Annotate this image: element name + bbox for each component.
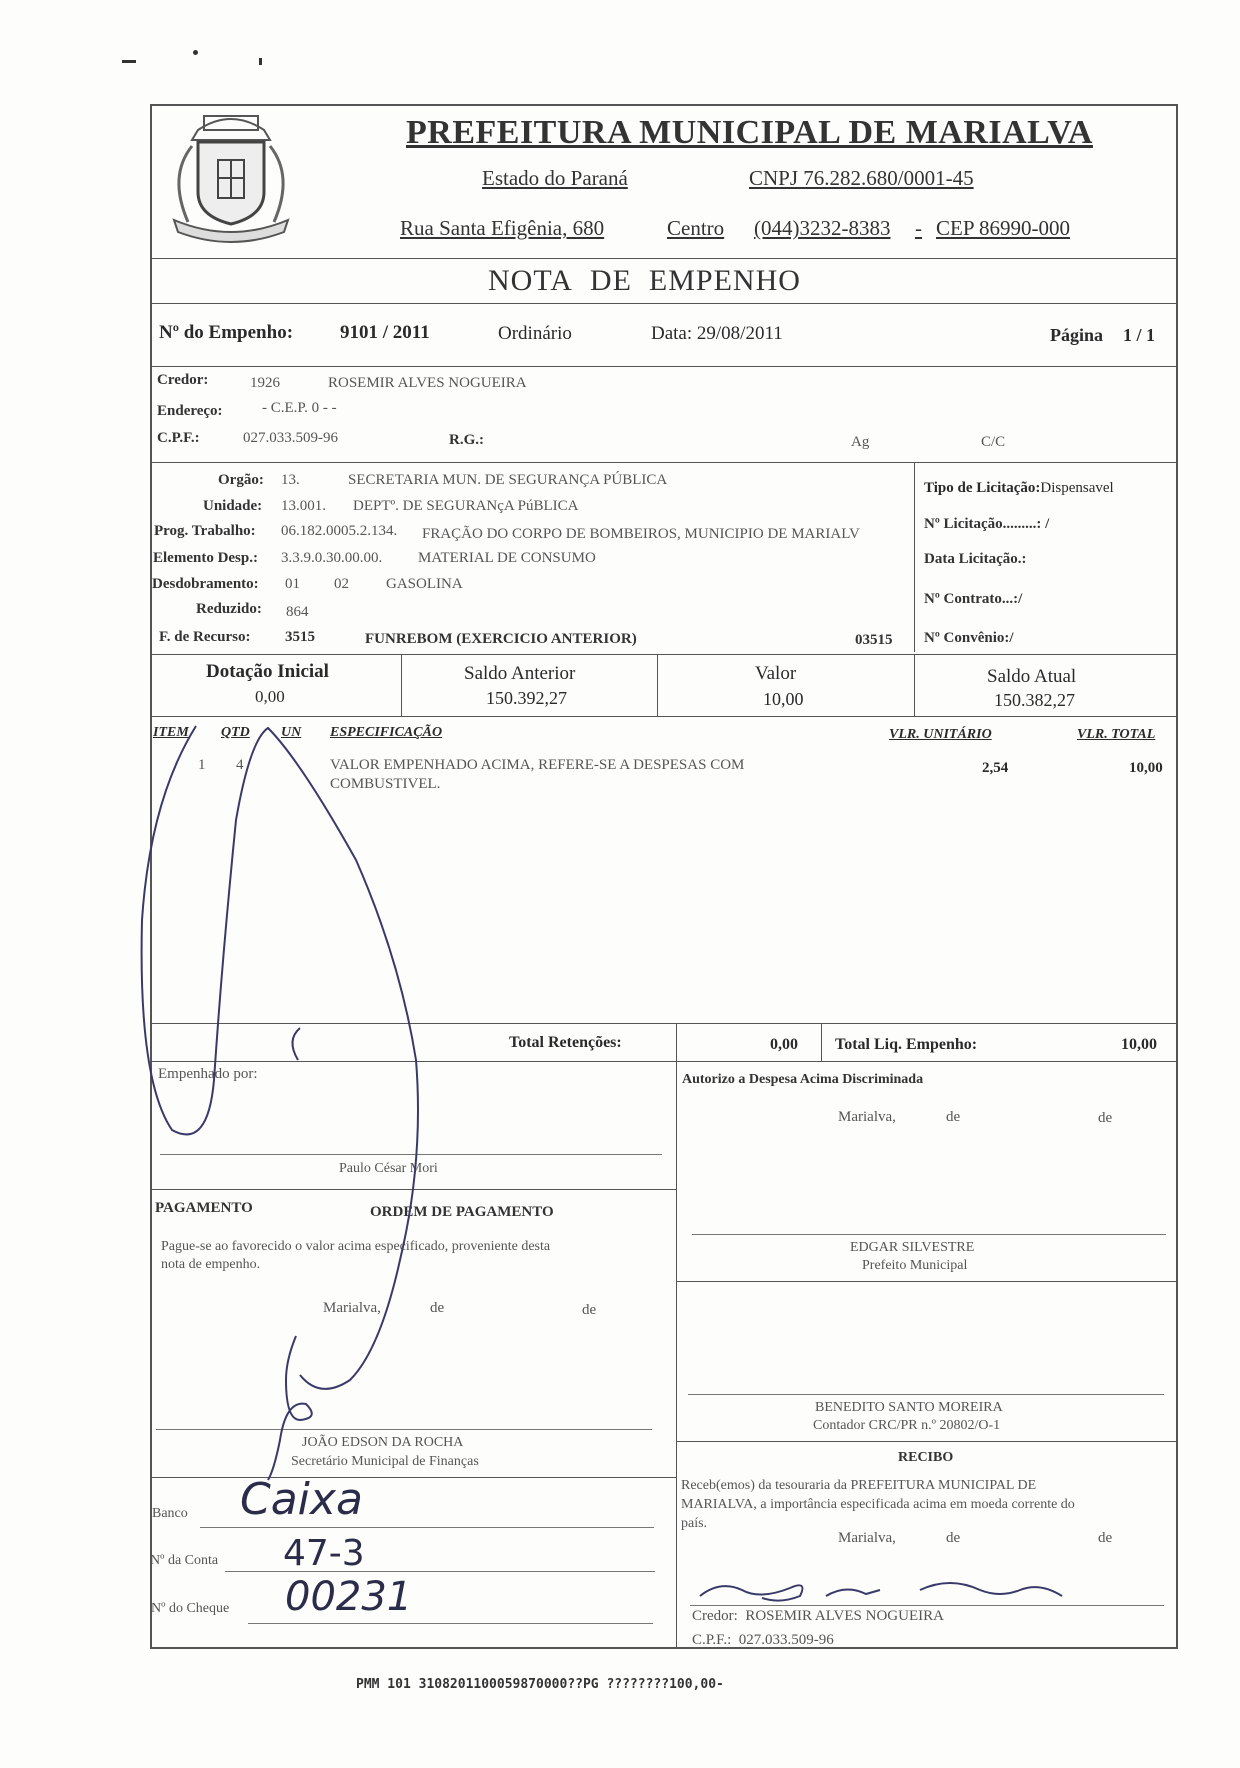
tipo-licitacao-value: Dispensavel xyxy=(1040,480,1114,496)
autorizo-label: Autorizo a Despesa Acima Discriminada xyxy=(682,1072,924,1087)
total-retencoes-value: 0,00 xyxy=(770,1036,798,1053)
autorizo-city: Marialva, xyxy=(838,1109,896,1125)
pagamento-city: Marialva, xyxy=(323,1300,381,1316)
conta-label: Nº da Conta xyxy=(150,1553,219,1568)
recurso-name: FUNREBOM (EXERCICIO ANTERIOR) xyxy=(365,631,637,647)
col-header-qtd: QTD xyxy=(221,725,250,740)
cc-label: C/C xyxy=(981,434,1006,450)
rg-label: R.G.: xyxy=(449,432,484,448)
desdobramento-name: GASOLINA xyxy=(386,576,463,592)
cpf-value: 027.033.509-96 xyxy=(243,430,338,446)
prefeito-name: EDGAR SILVESTRE xyxy=(850,1240,975,1255)
coat-of-arms-logo xyxy=(158,106,304,248)
prog-label: Prog. Trabalho: xyxy=(154,523,256,539)
recurso-ref: 03515 xyxy=(855,632,893,648)
saldo-atual-label: Saldo Atual xyxy=(987,666,1077,687)
contador-title: Contador CRC/PR n.º 20802/O-1 xyxy=(813,1418,1001,1433)
dotacao-label: Dotação Inicial xyxy=(206,661,329,682)
elemento-label: Elemento Desp.: xyxy=(153,550,258,566)
cheque-label: Nº do Cheque xyxy=(151,1601,230,1616)
col-header-vlr-total: VLR. TOTAL xyxy=(1077,727,1156,742)
empenho-type: Ordinário xyxy=(498,323,572,344)
desdobramento-code-a: 01 xyxy=(285,576,300,592)
row-spec-line-1: VALOR EMPENHADO ACIMA, REFERE-SE A DESPESAS COM xyxy=(330,757,745,773)
prefeito-title: Prefeito Municipal xyxy=(862,1258,968,1273)
elemento-name: MATERIAL DE CONSUMO xyxy=(418,550,596,566)
col-header-vlr-unitario: VLR. UNITÁRIO xyxy=(889,727,992,742)
scan-mark xyxy=(259,58,262,65)
elemento-code: 3.3.9.0.30.00.00. xyxy=(281,550,383,566)
col-header-un: UN xyxy=(281,725,302,740)
document-title-word-3: EMPENHO xyxy=(648,264,801,297)
total-retencoes-label: Total Retenções: xyxy=(509,1034,622,1051)
credor-name: ROSEMIR ALVES NOGUEIRA xyxy=(328,375,527,391)
saldo-anterior-value: 150.392,27 xyxy=(486,688,567,708)
col-header-item: ITEM xyxy=(153,725,189,740)
recibo-text-line-2: MARIALVA, a importância especificada acima em moeda corrente do xyxy=(681,1497,1075,1512)
autorizo-de-2: de xyxy=(1098,1110,1113,1126)
numero-contrato: Nº Contrato...:/ xyxy=(924,591,1023,607)
banco-label: Banco xyxy=(152,1506,188,1521)
footer-code: PMM 101 3108201100059870000??PG ????????100,00- xyxy=(356,1677,724,1692)
cep: CEP 86990-000 xyxy=(936,216,1070,240)
recibo-text-line-1: Receb(emos) da tesouraria da PREFEITURA MUNICIPAL DE xyxy=(681,1478,1037,1493)
tipo-licitacao-label: Tipo de Licitação: xyxy=(924,480,1041,496)
recibo-city: Marialva, xyxy=(838,1530,896,1546)
recibo-text-line-3: país. xyxy=(681,1516,708,1531)
recibo-credor-label: Credor: xyxy=(692,1608,738,1624)
page-title: PREFEITURA MUNICIPAL DE MARIALVA xyxy=(406,114,1093,151)
saldo-anterior-label: Saldo Anterior xyxy=(464,663,576,684)
ordem-pagamento-label: ORDEM DE PAGAMENTO xyxy=(370,1204,554,1220)
saldo-atual-value: 150.382,27 xyxy=(994,690,1075,710)
orgao-name: SECRETARIA MUN. DE SEGURANÇA PÚBLICA xyxy=(348,472,668,488)
unidade-code: 13.001. xyxy=(281,498,326,514)
state-name: Estado do Paraná xyxy=(482,166,628,190)
prog-name: FRAÇÃO DO CORPO DE BOMBEIROS, MUNICIPIO DE MARIALV xyxy=(422,526,860,542)
row-item: 1 xyxy=(198,757,206,773)
scan-mark xyxy=(193,50,198,55)
recibo-cpf-label: C.P.F.: xyxy=(692,1632,732,1648)
data-licitacao: Data Licitação.: xyxy=(924,551,1027,567)
recibo-de-2: de xyxy=(1098,1530,1113,1546)
unidade-name: DEPTº. DE SEGURANçA PúBLICA xyxy=(353,498,579,514)
row-qtd: 4 xyxy=(236,757,244,773)
valor-label: Valor xyxy=(755,663,797,684)
empenho-label: Nº do Empenho: xyxy=(159,322,294,343)
pagamento-text-line-1: Pague-se ao favorecido o valor acima especificado, proveniente desta xyxy=(161,1239,551,1254)
desdobramento-code-b: 02 xyxy=(334,576,349,592)
recurso-code: 3515 xyxy=(285,629,315,645)
cheque-value: 00231 xyxy=(285,1574,413,1620)
orgao-code: 13. xyxy=(281,472,300,488)
total-liquido-label: Total Liq. Empenho: xyxy=(835,1036,978,1053)
empenho-date: Data: 29/08/2011 xyxy=(651,323,783,344)
conta-value: 47-3 xyxy=(283,1533,365,1574)
tipo-licitacao xyxy=(924,480,1114,497)
document-title xyxy=(488,264,801,298)
recurso-label: F. de Recurso: xyxy=(159,629,251,645)
empenhado-por-label: Empenhado por: xyxy=(158,1066,258,1082)
total-liquido-value: 10,00 xyxy=(1121,1036,1157,1053)
recibo-credor-name: ROSEMIR ALVES NOGUEIRA xyxy=(745,1608,944,1624)
recibo-de-1: de xyxy=(946,1530,961,1546)
prog-code: 06.182.0005.2.134. xyxy=(281,523,398,539)
secretario-name: JOÃO EDSON DA ROCHA xyxy=(302,1435,464,1450)
banco-value: Caixa xyxy=(240,1474,363,1525)
pagamento-text-line-2: nota de empenho. xyxy=(161,1257,261,1272)
recibo-credor xyxy=(692,1608,944,1625)
empenhado-por-name: Paulo César Mori xyxy=(339,1161,438,1176)
contador-name: BENEDITO SANTO MOREIRA xyxy=(815,1400,1003,1415)
separator-dash: - xyxy=(915,216,922,240)
phone: (044)3232-8383 xyxy=(754,216,891,240)
secretario-title: Secretário Municipal de Finanças xyxy=(291,1454,479,1469)
cpf-label: C.P.F.: xyxy=(157,430,200,446)
credor-label: Credor: xyxy=(157,372,209,388)
district: Centro xyxy=(667,216,725,240)
endereco-value: - C.E.P. 0 - - xyxy=(262,400,337,416)
autorizo-de-1: de xyxy=(946,1109,961,1125)
reduzido-label: Reduzido: xyxy=(196,601,262,617)
row-unit-price: 2,54 xyxy=(982,760,1009,776)
orgao-label: Orgão: xyxy=(218,472,264,488)
recibo-cpf-value: 027.033.509-96 xyxy=(738,1632,834,1648)
credor-code: 1926 xyxy=(250,375,280,391)
address: Rua Santa Efigênia, 680 xyxy=(400,216,605,240)
document-title-word-1: NOTA xyxy=(488,264,573,297)
numero-licitacao: Nº Licitação.........: / xyxy=(924,516,1050,532)
row-total: 10,00 xyxy=(1129,760,1163,776)
pagamento-de-1: de xyxy=(430,1300,445,1316)
reduzido-value: 864 xyxy=(286,604,309,620)
numero-convenio: Nº Convênio:/ xyxy=(924,630,1014,646)
recibo-label: RECIBO xyxy=(898,1450,954,1465)
valor-value: 10,00 xyxy=(763,689,804,709)
page-number: 1 / 1 xyxy=(1123,325,1156,345)
page-label: Página xyxy=(1050,325,1104,345)
scan-mark xyxy=(122,60,136,63)
row-spec-line-2: COMBUSTIVEL. xyxy=(330,776,441,792)
document-title-word-2: DE xyxy=(589,264,632,297)
ag-label: Ag xyxy=(851,434,870,450)
pagamento-label: PAGAMENTO xyxy=(155,1200,253,1216)
cnpj: CNPJ 76.282.680/0001-45 xyxy=(749,166,974,190)
desdobramento-label: Desdobramento: xyxy=(152,576,259,592)
col-header-especificacao: ESPECIFICAÇÃO xyxy=(330,725,443,740)
pagamento-de-2: de xyxy=(582,1302,597,1318)
recibo-cpf xyxy=(692,1632,834,1649)
empenho-number: 9101 / 2011 xyxy=(340,322,430,343)
dotacao-value: 0,00 xyxy=(255,687,285,706)
unidade-label: Unidade: xyxy=(203,498,263,514)
endereco-label: Endereço: xyxy=(157,403,223,419)
